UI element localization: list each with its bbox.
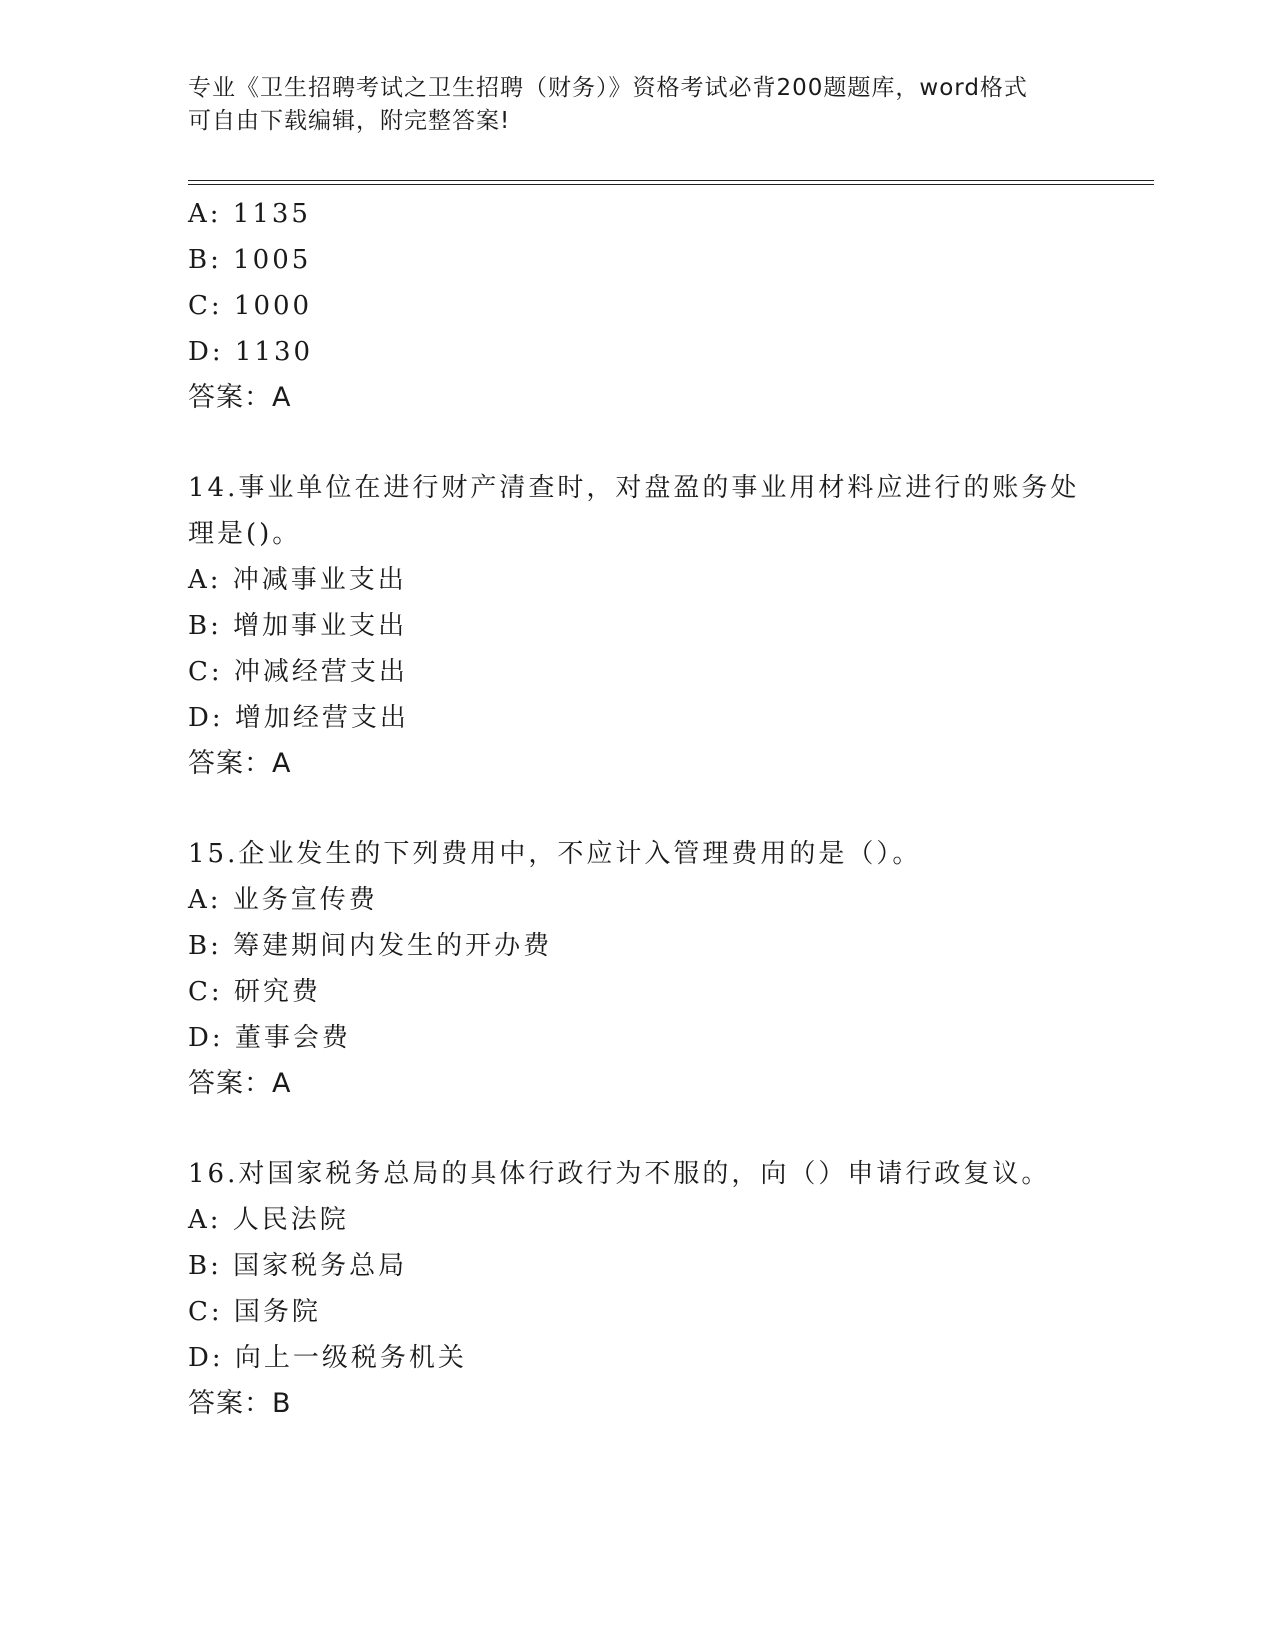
question-list — [188, 191, 1088, 1427]
option-b: B: 1005 — [188, 245, 312, 275]
option-d: D: 1130 — [188, 337, 314, 367]
option-a: A: 冲减事业支出 — [188, 565, 407, 595]
answer-line: 答案：A — [188, 382, 292, 413]
answer-line: 答案：A — [188, 1068, 292, 1099]
answer-line: 答案：A — [188, 748, 292, 779]
question-line-2: 理是()。 — [188, 519, 302, 549]
question-text — [188, 465, 1088, 557]
option-b: B: 国家税务总局 — [188, 1251, 408, 1281]
question-15 — [188, 831, 1088, 1107]
question-line-1: 15.企业发生的下列费用中，不应计入管理费用的是（）。 — [188, 839, 922, 869]
option-a: A: 1135 — [188, 199, 311, 229]
question-13-continued — [188, 191, 1088, 421]
question-line-1: 16.对国家税务总局的具体行政行为不服的，向（）申请行政复议。 — [188, 1159, 1051, 1189]
document-header — [188, 72, 1068, 138]
option-d: D: 向上一级税务机关 — [188, 1343, 467, 1373]
question-text — [188, 1151, 1088, 1197]
header-divider-top — [188, 180, 1154, 181]
answer-line: 答案：B — [188, 1388, 292, 1419]
option-b: B: 增加事业支出 — [188, 611, 408, 641]
option-c: C: 国务院 — [188, 1297, 321, 1327]
option-d: D: 增加经营支出 — [188, 703, 409, 733]
question-line-1: 14.事业单位在进行财产清查时，对盘盈的事业用材料应进行的账务处 — [188, 473, 1080, 503]
question-16 — [188, 1151, 1088, 1427]
option-c: C: 1000 — [188, 291, 313, 321]
question-14 — [188, 465, 1088, 787]
option-a: A: 人民法院 — [188, 1205, 349, 1235]
option-a: A: 业务宣传费 — [188, 885, 378, 915]
header-divider-bottom — [188, 184, 1154, 185]
header-line-2: 可自由下载编辑，附完整答案! — [188, 108, 511, 134]
question-text — [188, 831, 1088, 877]
header-line-1: 专业《卫生招聘考试之卫生招聘（财务）》资格考试必背200题题库，word格式 — [188, 75, 1028, 101]
option-c: C: 研究费 — [188, 977, 321, 1007]
option-c: C: 冲减经营支出 — [188, 657, 408, 687]
option-b: B: 筹建期间内发生的开办费 — [188, 931, 553, 961]
option-d: D: 董事会费 — [188, 1023, 351, 1053]
